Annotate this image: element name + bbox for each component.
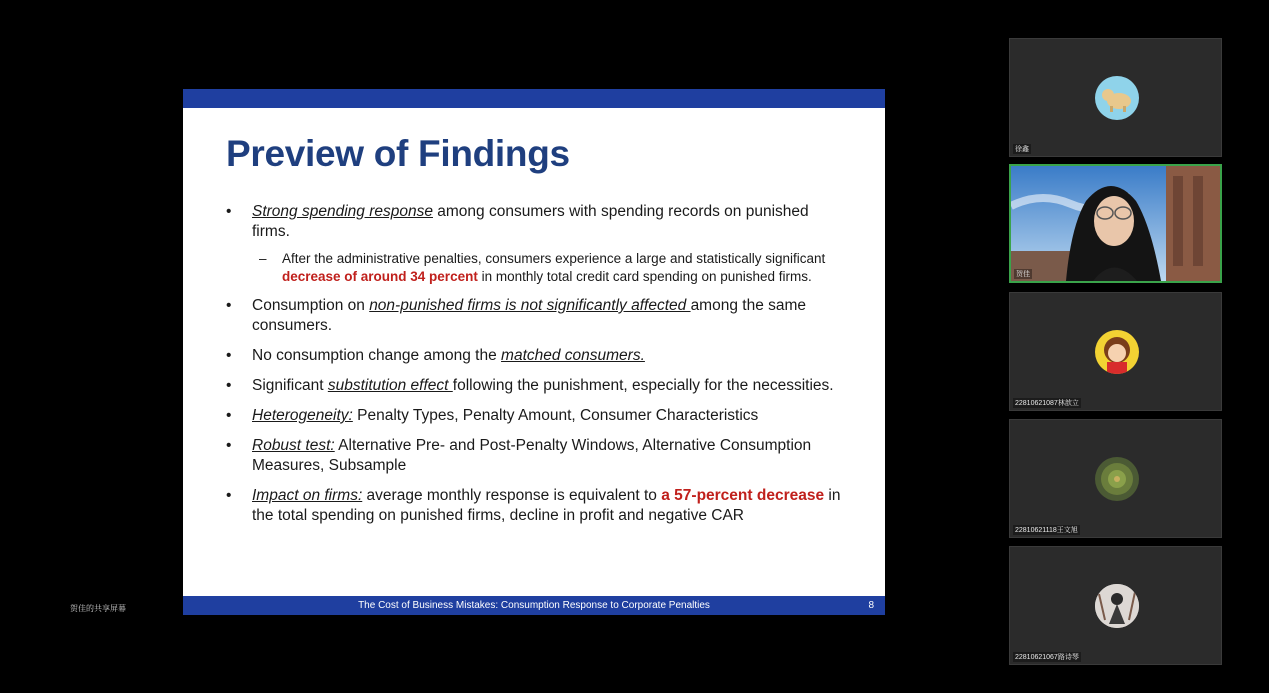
animal-avatar-icon (1095, 76, 1139, 120)
slide-page-number: 8 (868, 600, 874, 611)
participant-tile[interactable] (1009, 292, 1222, 411)
cartoon-girl-avatar-icon (1095, 330, 1139, 374)
participant-tile[interactable] (1009, 419, 1222, 538)
participant-avatar (1095, 76, 1139, 120)
participant-tile-active-video[interactable] (1009, 164, 1222, 283)
bullet-dot-icon: • (226, 203, 232, 220)
bullet-item: • Significant substitution effect following the punishment, especially for the necessities. (226, 377, 834, 394)
bullet-item: • No consumption change among the matched consumers. (226, 347, 645, 364)
person-photo-avatar-icon (1095, 584, 1139, 628)
participant-name: 22810621067路诗琴 (1015, 654, 1079, 661)
bullet-item: • Consumption on non-punished firms is not significantly affected among the same consumers. (226, 297, 807, 334)
participant-avatar (1095, 457, 1139, 501)
bullet-item: • Robust test: Alternative Pre- and Post-Penalty Windows, Alternative Consumption Measures, Subsample (226, 437, 812, 474)
bullet-dot-icon: • (226, 407, 232, 424)
participant-name: 徐鑫 (1015, 146, 1029, 153)
sub-bullet-item: – After the administrative penalties, consumers experience a large and statistically significant decrease of around 34 percent in monthly total credit card spending on punished firms. (259, 251, 826, 284)
participant-name: 22810621118王文旭 (1015, 527, 1078, 534)
bullet-item: • Heterogeneity: Penalty Types, Penalty Amount, Consumer Characteristics (226, 407, 759, 424)
dash-icon: – (259, 251, 267, 266)
participant-avatar (1095, 330, 1139, 374)
bullet-item: • Impact on firms: average monthly response is equivalent to a 57-percent decrease in the total spending on punished firms, decline in profit and negative CAR (226, 487, 841, 524)
bullet-dot-icon: • (226, 377, 232, 394)
slide-title: Preview of Findings (226, 133, 570, 174)
slide-top-bar (183, 89, 885, 108)
shared-slide (183, 89, 885, 615)
participant-avatar (1095, 584, 1139, 628)
slide-footer-text: The Cost of Business Mistakes: Consumption Response to Corporate Penalties (358, 600, 710, 611)
screen-share-label: 贺佳的共享屏幕 (70, 604, 126, 613)
participant-video (1011, 166, 1220, 281)
bullet-dot-icon: • (226, 297, 232, 314)
bullet-dot-icon: • (226, 487, 232, 504)
participant-name: 22810621087林歆立 (1015, 400, 1079, 407)
participant-name: 贺佳 (1016, 271, 1030, 278)
bullet-dot-icon: • (226, 437, 232, 454)
plant-avatar-icon (1095, 457, 1139, 501)
bullet-list (226, 202, 846, 536)
participant-tile[interactable] (1009, 546, 1222, 665)
bullet-dot-icon: • (226, 347, 232, 364)
bullet-item: • Strong spending response among consumers with spending records on punished firms. (226, 203, 809, 240)
slide-footer (183, 596, 885, 615)
participant-tile[interactable] (1009, 38, 1222, 157)
